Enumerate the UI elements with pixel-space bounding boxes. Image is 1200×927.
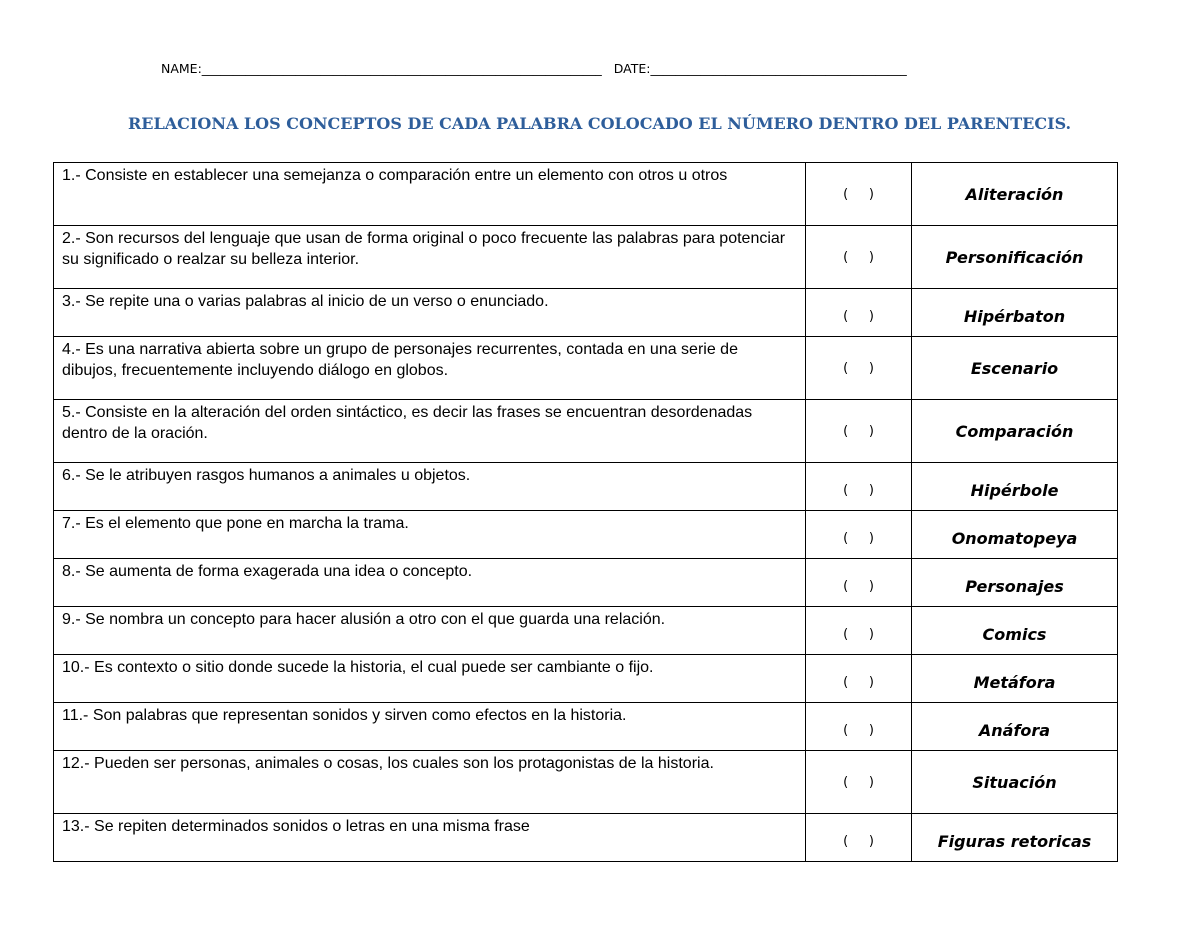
table-row <box>54 289 1118 337</box>
answer-blank[interactable]: ( ) <box>806 814 912 862</box>
question-cell: 9.- Se nombra un concepto para hacer alusión a otro con el que guarda una relación. <box>54 607 806 655</box>
term-cell: Figuras retoricas <box>912 814 1118 862</box>
term-cell: Anáfora <box>912 703 1118 751</box>
question-cell: 4.- Es una narrativa abierta sobre un grupo de personajes recurrentes, contada en una serie de dibujos, frecuentemente incluyendo diálogo en globos. <box>54 337 806 400</box>
answer-blank[interactable]: ( ) <box>806 337 912 400</box>
question-cell: 13.- Se repiten determinados sonidos o letras en una misma frase <box>54 814 806 862</box>
term-cell: Situación <box>912 751 1118 814</box>
term-cell: Comparación <box>912 400 1118 463</box>
answer-blank[interactable]: ( ) <box>806 226 912 289</box>
table-row <box>54 400 1118 463</box>
table-row <box>54 337 1118 400</box>
answer-blank[interactable]: ( ) <box>806 655 912 703</box>
term-cell: Personajes <box>912 559 1118 607</box>
answer-blank[interactable]: ( ) <box>806 163 912 226</box>
term-cell: Metáfora <box>912 655 1118 703</box>
table-row <box>54 703 1118 751</box>
table-row <box>54 655 1118 703</box>
question-cell: 6.- Se le atribuyen rasgos humanos a animales u objetos. <box>54 463 806 511</box>
question-cell: 10.- Es contexto o sitio donde sucede la historia, el cual puede ser cambiante o fijo. <box>54 655 806 703</box>
table-row <box>54 163 1118 226</box>
answer-blank[interactable]: ( ) <box>806 289 912 337</box>
term-cell: Hipérbole <box>912 463 1118 511</box>
question-cell: 3.- Se repite una o varias palabras al inicio de un verso o enunciado. <box>54 289 806 337</box>
table-row <box>54 463 1118 511</box>
question-cell: 2.- Son recursos del lenguaje que usan de forma original o poco frecuente las palabras para potenciar su significado o realzar su belleza interior. <box>54 226 806 289</box>
table-row <box>54 607 1118 655</box>
answer-blank[interactable]: ( ) <box>806 463 912 511</box>
term-cell: Personificación <box>912 226 1118 289</box>
term-cell: Comics <box>912 607 1118 655</box>
table-row <box>54 751 1118 814</box>
table-row <box>54 511 1118 559</box>
answer-blank[interactable]: ( ) <box>806 559 912 607</box>
term-cell: Aliteración <box>912 163 1118 226</box>
answer-blank[interactable]: ( ) <box>806 400 912 463</box>
matching-table <box>53 162 1118 862</box>
question-cell: 5.- Consiste en la alteración del orden sintáctico, es decir las frases se encuentran desordenadas dentro de la oración. <box>54 400 806 463</box>
question-cell: 11.- Son palabras que representan sonidos y sirven como efectos en la historia. <box>54 703 806 751</box>
table-row <box>54 814 1118 862</box>
question-cell: 7.- Es el elemento que pone en marcha la trama. <box>54 511 806 559</box>
term-cell: Onomatopeya <box>912 511 1118 559</box>
worksheet-title: RELACIONA LOS CONCEPTOS DE CADA PALABRA COLOCADO EL NÚMERO DENTRO DEL PARENTECIS. <box>128 114 1072 133</box>
term-cell: Hipérbaton <box>912 289 1118 337</box>
date-field-label: DATE:_________________________________________ <box>613 61 907 76</box>
answer-blank[interactable]: ( ) <box>806 703 912 751</box>
name-field-label: NAME:________________________________________________________________ <box>161 61 602 76</box>
name-date-line <box>161 61 907 76</box>
question-cell: 12.- Pueden ser personas, animales o cosas, los cuales son los protagonistas de la historia. <box>54 751 806 814</box>
term-cell: Escenario <box>912 337 1118 400</box>
answer-blank[interactable]: ( ) <box>806 607 912 655</box>
question-cell: 1.- Consiste en establecer una semejanza o comparación entre un elemento con otros u otros <box>54 163 806 226</box>
question-cell: 8.- Se aumenta de forma exagerada una idea o concepto. <box>54 559 806 607</box>
answer-blank[interactable]: ( ) <box>806 751 912 814</box>
answer-blank[interactable]: ( ) <box>806 511 912 559</box>
table-row <box>54 226 1118 289</box>
table-row <box>54 559 1118 607</box>
